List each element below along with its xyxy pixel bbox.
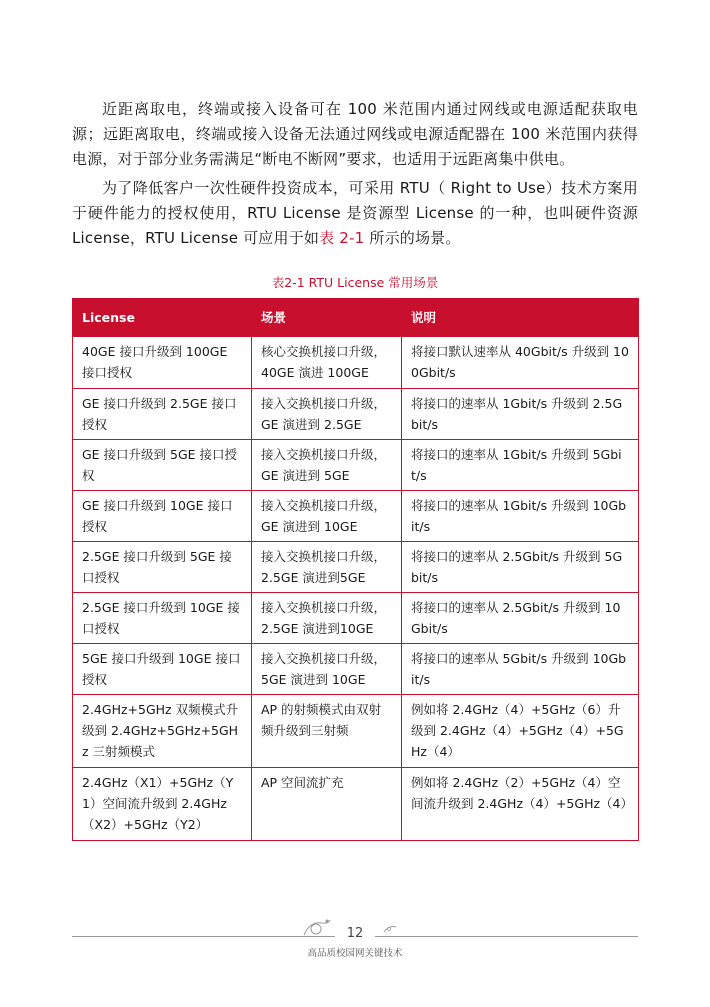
cell-description: 例如将 2.4GHz（2）+5GHz（4）空间流升级到 2.4GHz（4）+5GHz（4）	[402, 768, 639, 841]
cell-scenario: 核心交换机接口升级，40GE 演进 100GE	[252, 337, 402, 389]
table-row	[73, 337, 639, 389]
cell-scenario: 接入交换机接口升级，2.5GE 演进到5GE	[252, 542, 402, 593]
intro-paragraph-power: 近距离取电，终端或接入设备可在 100 米范围内通过网线或电源适配获取电源；远距离取电，终端或接入设备无法通过网线或电源适配器在 100 米范围内获得电源，对于部分业务需满足“断电不断网”要求，也适用于远距离集中供电。	[72, 100, 638, 168]
cell-scenario: AP 空间流扩充	[252, 768, 402, 841]
cell-scenario: 接入交换机接口升级，GE 演进到 5GE	[252, 440, 402, 491]
table-row	[73, 593, 639, 644]
table-row	[73, 542, 639, 593]
cell-description: 将接口的速率从 1Gbit/s 升级到 5Gbit/s	[402, 440, 639, 491]
paragraph-text: 为了降低客户一次性硬件投资成本，可采用 RTU（ Right to Use）技术方案用于硬件能力的授权使用，RTU License 是资源型 License 的一种，也叫硬件资源 License，RTU License 可应用于如	[72, 179, 638, 247]
cell-license: 2.4GHz（X1）+5GHz（Y1）空间流升级到 2.4GHz（X2）+5GHz（Y2）	[73, 768, 252, 841]
table-row	[73, 644, 639, 695]
cell-description: 将接口的速率从 5Gbit/s 升级到 10Gbit/s	[402, 644, 639, 695]
header-scenario: 场景	[252, 299, 402, 337]
table-header-row	[73, 299, 639, 337]
table-caption: 表2-1 RTU License 常用场景	[271, 275, 439, 290]
rtu-license-table	[72, 298, 639, 841]
cell-scenario: 接入交换机接口升级，GE 演进到 2.5GE	[252, 389, 402, 440]
cell-scenario: 接入交换机接口升级，GE 演进到 10GE	[252, 491, 402, 542]
cell-description: 例如将 2.4GHz（4）+5GHz（6）升级到 2.4GHz（4）+5GHz（4）+5GHz（4）	[402, 695, 639, 768]
cell-scenario: AP 的射频模式由双射频升级到三射频	[252, 695, 402, 768]
cell-license: 40GE 接口升级到 100GE 接口授权	[73, 337, 252, 389]
header-license: License	[73, 299, 252, 337]
cell-description: 将接口默认速率从 40Gbit/s 升级到 100Gbit/s	[402, 337, 639, 389]
cell-license: 2.5GE 接口升级到 10GE 接口授权	[73, 593, 252, 644]
cell-license: GE 接口升级到 10GE 接口授权	[73, 491, 252, 542]
cell-description: 将接口的速率从 2.5Gbit/s 升级到 10Gbit/s	[402, 593, 639, 644]
cell-scenario: 接入交换机接口升级，2.5GE 演进到10GE	[252, 593, 402, 644]
intro-paragraph-rtu	[72, 176, 638, 251]
cell-license: 5GE 接口升级到 10GE 接口授权	[73, 644, 252, 695]
cell-license: 2.4GHz+5GHz 双频模式升级到 2.4GHz+5GHz+5GHz 三射频模式	[73, 695, 252, 768]
footer-book-title: 高品质校园网关键技术	[307, 948, 403, 959]
table-row	[73, 389, 639, 440]
table-reference-link[interactable]: 表 2-1	[319, 229, 365, 247]
paragraph-text-end: 所示的场景。	[364, 229, 461, 247]
table-row	[73, 491, 639, 542]
table-row	[73, 695, 639, 768]
footer-small-ornament-icon	[383, 924, 397, 934]
page-number: 12	[335, 926, 375, 941]
table-row	[73, 440, 639, 491]
cell-description: 将接口的速率从 1Gbit/s 升级到 2.5Gbit/s	[402, 389, 639, 440]
cell-license: GE 接口升级到 5GE 接口授权	[73, 440, 252, 491]
cell-description: 将接口的速率从 1Gbit/s 升级到 10Gbit/s	[402, 491, 639, 542]
cell-description: 将接口的速率从 2.5Gbit/s 升级到 5Gbit/s	[402, 542, 639, 593]
cell-license: 2.5GE 接口升级到 5GE 接口授权	[73, 542, 252, 593]
cell-scenario: 接入交换机接口升级，5GE 演进到 10GE	[252, 644, 402, 695]
table-row	[73, 768, 639, 841]
header-description: 说明	[402, 299, 639, 337]
footer-ornament-icon	[300, 917, 332, 939]
cell-license: GE 接口升级到 2.5GE 接口授权	[73, 389, 252, 440]
